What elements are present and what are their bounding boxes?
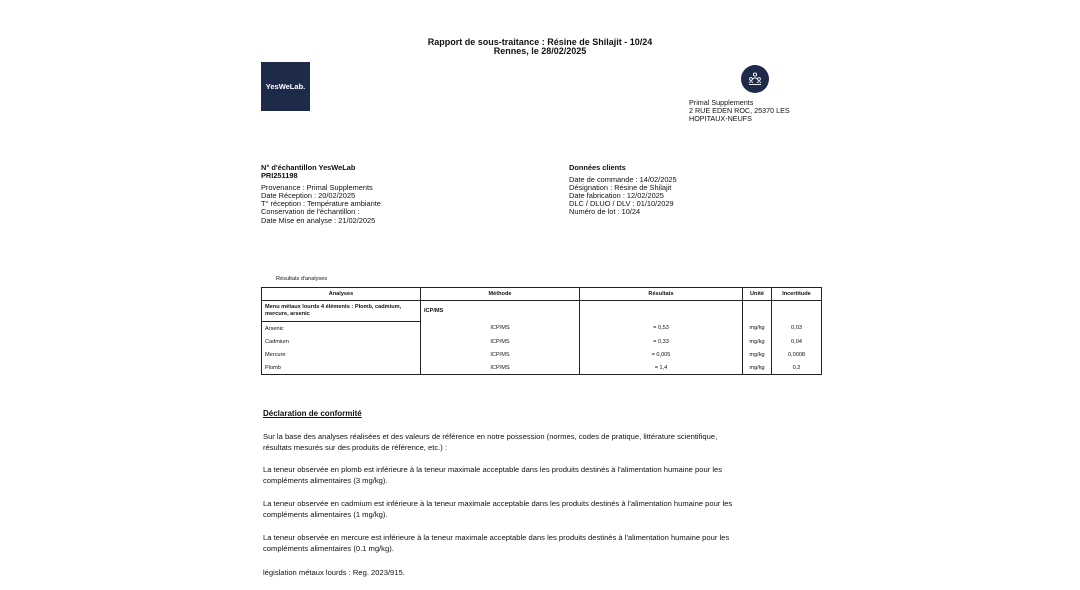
cell-methode: ICP/MS — [421, 361, 580, 375]
sample-analysis-date: Date Mise en analyse : 21/02/2025 — [261, 215, 376, 225]
cell-incertitude: 0,04 — [772, 335, 822, 348]
client-designation: Désignation : Résine de Shilajit — [569, 183, 672, 193]
declaration-mercure — [263, 532, 823, 555]
cell-resultat: = 0,53 — [580, 322, 743, 336]
header-analyses: Analyses — [262, 288, 421, 301]
cell-unite: mg/kg — [743, 335, 772, 348]
header-incertitude: Incertitude — [772, 288, 822, 301]
declaration-text: La teneur observée en plomb est inférieure à la teneur maximale acceptable dans les produits destinés à l'alimentation humaine pour les — [263, 465, 723, 474]
header-methode: Méthode — [421, 288, 580, 301]
cell-analyse: Arsenic — [262, 322, 421, 336]
table-row — [262, 335, 822, 348]
cell-methode: ICP/MS — [421, 322, 580, 336]
cell-incertitude: 0,03 — [772, 322, 822, 336]
declaration-text: résultats mesurés sur des produits de référence, etc.) : — [263, 443, 448, 453]
header-resultats: Résultats — [580, 288, 743, 301]
declaration-text: compléments alimentaires (0.1 mg/kg). — [263, 544, 394, 554]
menu-label: Menu métaux lourds 4 éléments : Plomb, cadmium, mercure, arsenic — [262, 301, 421, 322]
yeswelab-logo — [261, 62, 310, 111]
client-group-icon — [741, 65, 769, 93]
cell-resultat: = 0,005 — [580, 348, 743, 361]
report-title: Rapport de sous-traitance : Résine de Shilajit - 10/24 — [427, 37, 653, 47]
table-row — [262, 348, 822, 361]
sample-reception-date: Date Réception : 20/02/2025 — [261, 191, 356, 201]
header-unite: Unité — [743, 288, 772, 301]
results-title: Résultats d'analyses — [276, 276, 328, 282]
client-data — [569, 164, 677, 217]
client-manufacture-date: Date fabrication : 12/02/2025 — [569, 191, 664, 201]
declaration-text: Sur la base des analyses réalisées et des valeurs de référence en notre possession (normes, codes de pratique, littérature scientifique, — [263, 432, 718, 441]
cell-incertitude: 0,2 — [772, 361, 822, 375]
menu-method: ICP/MS — [421, 301, 580, 322]
menu-row — [262, 301, 822, 322]
cell-analyse: Cadmium — [262, 335, 421, 348]
cell-methode: ICP/MS — [421, 335, 580, 348]
declaration-plomb — [263, 464, 823, 487]
sample-id: PRI251198 — [261, 171, 298, 181]
cell-resultat: = 0,33 — [580, 335, 743, 348]
cell-unite: mg/kg — [743, 361, 772, 375]
results-header-row — [262, 288, 822, 301]
results-table — [261, 287, 822, 375]
declaration-text: La teneur observée en mercure est inférieure à la teneur maximale acceptable dans les produits destinés à l'alimentation humaine pour les — [263, 533, 730, 542]
declaration-cadmium — [263, 498, 823, 521]
table-row — [262, 361, 822, 375]
sample-heading: N° d'échantillon YesWeLab — [261, 163, 356, 172]
declaration-legislation: législation métaux lourds : Reg. 2023/915. — [263, 568, 405, 577]
logo-text: YesWeLab. — [265, 82, 306, 91]
cell-resultat: = 1,4 — [580, 361, 743, 375]
client-order-date: Date de commande : 14/02/2025 — [569, 175, 677, 185]
declaration-text: compléments alimentaires (3 mg/kg). — [263, 476, 388, 486]
client-name: Primal Supplements — [689, 98, 754, 107]
client-dlc: DLC / DLUO / DLV : 01/10/2029 — [569, 199, 674, 209]
declaration-text: La teneur observée en cadmium est inférieure à la teneur maximale acceptable dans les produits destinés à l'alimentation humaine pour les — [263, 499, 733, 508]
sample-conservation: Conservation de l'échantillon : — [261, 207, 360, 217]
cell-analyse: Mercure — [262, 348, 421, 361]
cell-unite: mg/kg — [743, 348, 772, 361]
declaration-title: Déclaration de conformité — [263, 409, 362, 418]
client-address — [689, 99, 790, 122]
declaration-text: compléments alimentaires (1 mg/kg). — [263, 510, 388, 520]
cell-analyse: Plomb — [262, 361, 421, 375]
sample-info — [261, 164, 381, 225]
client-address-line: HOPITAUX-NEUFS — [689, 113, 752, 123]
cell-incertitude: 0,0008 — [772, 348, 822, 361]
sample-provenance: Provenance : Primal Supplements — [261, 183, 373, 193]
cell-methode: ICP/MS — [421, 348, 580, 361]
client-data-heading: Données clients — [569, 163, 626, 172]
client-address-line: 2 RUE EDEN ROC, 25370 LES — [689, 105, 790, 115]
table-row — [262, 322, 822, 336]
cell-unite: mg/kg — [743, 322, 772, 336]
client-lot: Numéro de lot : 10/24 — [569, 207, 641, 217]
declaration-intro — [263, 431, 823, 454]
sample-reception-temp: T° réception : Température ambiante — [261, 199, 381, 209]
report-location-date: Rennes, le 28/02/2025 — [493, 46, 587, 56]
